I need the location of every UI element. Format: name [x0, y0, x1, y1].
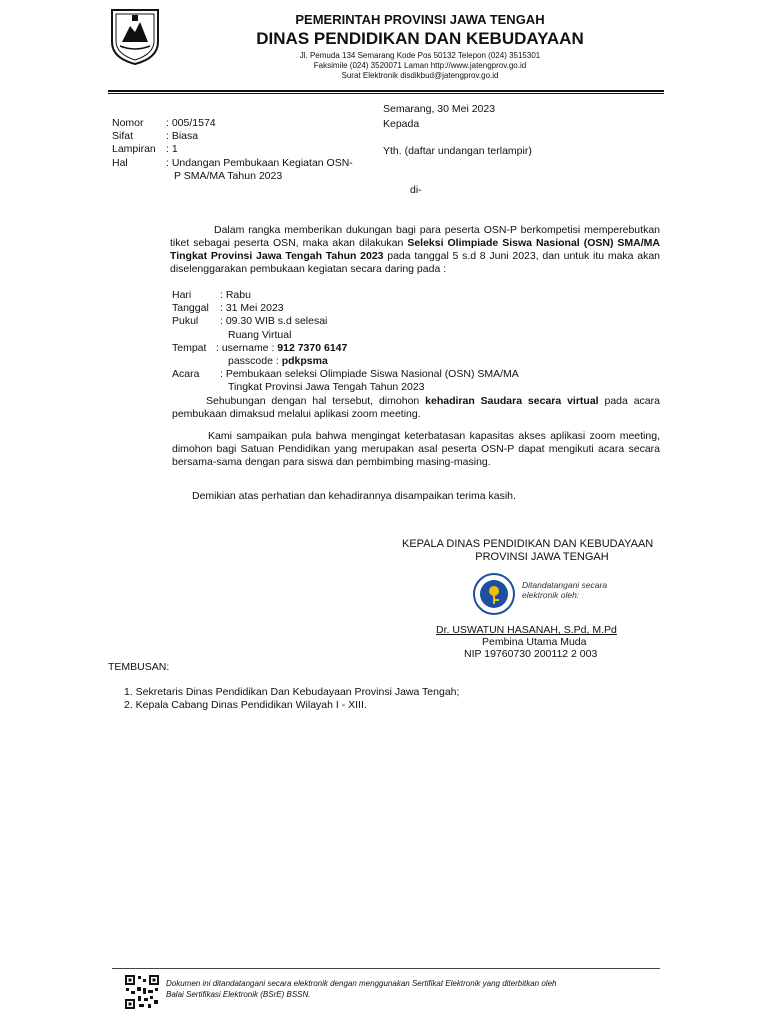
passcode-label: passcode :: [228, 355, 282, 367]
esign-note: [522, 580, 607, 600]
tanggal-value: : 31 Mei 2023: [220, 302, 284, 314]
footer-note: [166, 978, 556, 1000]
acara-value-cont: Tingkat Provinsi Jawa Tengah Tahun 2023: [228, 381, 425, 393]
ruang-virtual: Ruang Virtual: [228, 329, 292, 341]
username-value: 912 7370 6147: [277, 342, 348, 354]
paragraph-intro-a: Dalam rangka memberikan dukungan bagi para peserta OSN-P berkompetisi memperebutkan tiket sebagai peserta OSN, maka akan dilakukan: [170, 224, 660, 249]
signatory-name: Dr. USWATUN HASANAH, S.Pd, M.Pd: [436, 624, 617, 636]
tembusan-label: TEMBUSAN:: [108, 661, 170, 673]
signatory-nip: NIP 19760730 200112 2 003: [464, 648, 598, 660]
esign-note-line2: elektronik oleh:: [522, 590, 580, 600]
lampiran-label: Lampiran: [112, 143, 156, 155]
signatory-province: PROVINSI JAWA TENGAH: [475, 551, 609, 563]
hari-label: Hari: [172, 289, 192, 301]
acara-value: : Pembukaan seleksi Olimpiade Siswa Nasional (OSN) SMA/MA: [220, 368, 519, 380]
tembusan-item: 1. Sekretaris Dinas Pendidikan Dan Kebudayaan Provinsi Jawa Tengah;: [124, 686, 460, 698]
paragraph-request-a: Sehubungan dengan hal tersebut, dimohon: [206, 395, 426, 407]
footer-rule: [112, 968, 660, 969]
hal-value: : Undangan Pembukaan Kegiatan OSN-: [166, 157, 353, 169]
addressee-value: Yth. (daftar undangan terlampir): [383, 145, 532, 157]
header-email-line: Surat Elektronik disdikbud@jatengprov.go.id: [341, 71, 499, 80]
signatory-rank: Pembina Utama Muda: [482, 636, 587, 648]
header-address-line: Jl. Pemuda 134 Semarang Kode Pos 50132 Telepon (024) 3515301: [299, 51, 541, 60]
tembusan-item: 2. Kepala Cabang Dinas Pendidikan Wilayah I - XIII.: [124, 699, 367, 711]
paragraph-intro-emphasis: Seleksi Olimpiade Siswa Nasional (OSN) SMA/MA Tingkat Provinsi Jawa Tengah Tahun 2023: [170, 237, 660, 262]
letterhead-rule-thin: [108, 93, 664, 94]
addressee-place: di-: [410, 184, 422, 196]
passcode-value: pdkpsma: [281, 355, 328, 367]
tanggal-label: Tanggal: [172, 302, 209, 314]
province-seal-logo: [108, 6, 162, 66]
hal-label: Hal: [112, 157, 128, 169]
acara-label: Acara: [172, 368, 200, 380]
footer-line1: Dokumen ini ditandatangani secara elektronik dengan menggunakan Sertifikat Elektronik yang diterbitkan oleh: [166, 979, 557, 988]
paragraph-request: [172, 395, 660, 421]
sifat-value: : Biasa: [166, 130, 199, 142]
paragraph-intro-c: pada tanggal 5 s.d 8 Juni 2023, dan untuk itu maka akan diselenggarakan pembukaan kegiatan secara daring pada :: [170, 250, 661, 275]
addressee-label: Kepada: [383, 118, 420, 130]
paragraph-intro: [170, 224, 660, 276]
header-government: PEMERINTAH PROVINSI JAWA TENGAH: [295, 12, 545, 27]
esign-note-line1: Ditandatangani secara: [522, 580, 608, 590]
letterhead-rule: [108, 90, 664, 92]
footer-line2: Balai Sertifikasi Elektronik (BSrE) BSSN.: [166, 990, 311, 999]
sifat-label: Sifat: [112, 130, 134, 142]
place-date: Semarang, 30 Mei 2023: [383, 103, 496, 115]
lampiran-value: : 1: [166, 143, 178, 155]
hari-value: : Rabu: [220, 289, 251, 301]
username-line: [216, 342, 347, 355]
tempat-label: Tempat: [172, 342, 207, 354]
pukul-value: : 09.30 WIB s.d selesai: [220, 315, 328, 327]
header-department: DINAS PENDIDIKAN DAN KEBUDAYAAN: [256, 29, 584, 48]
username-label: : username :: [216, 342, 278, 354]
esign-stamp-icon: [472, 572, 516, 616]
hal-value-cont: P SMA/MA Tahun 2023: [174, 170, 283, 182]
paragraph-request-c: pada acara pembukaan dimaksud melalui aplikasi zoom meeting.: [172, 395, 660, 420]
signatory-title: KEPALA DINAS PENDIDIKAN DAN KEBUDAYAAN: [402, 538, 654, 550]
qr-code-icon: [124, 974, 160, 1010]
paragraph-closing: Demikian atas perhatian dan kehadirannya disampaikan terima kasih.: [192, 490, 516, 502]
nomor-label: Nomor: [112, 117, 144, 129]
pukul-label: Pukul: [172, 315, 199, 327]
paragraph-capacity: Kami sampaikan pula bahwa mengingat keterbatasan kapasitas akses aplikasi zoom meeting, dimohon bagi Satuan Pendidikan yang merupakan asal peserta OSN-P dapat mengikuti acara secara bersama-sama dengan para siswa dan pembimbing masing-masing.: [172, 430, 660, 468]
passcode-line: [228, 355, 328, 368]
header-fax-line: Faksimile (024) 3520071 Laman http://www.jatengprov.go.id: [313, 61, 527, 70]
paragraph-request-emphasis: kehadiran Saudara secara virtual: [425, 395, 599, 407]
nomor-value: : 005/1574: [166, 117, 216, 129]
